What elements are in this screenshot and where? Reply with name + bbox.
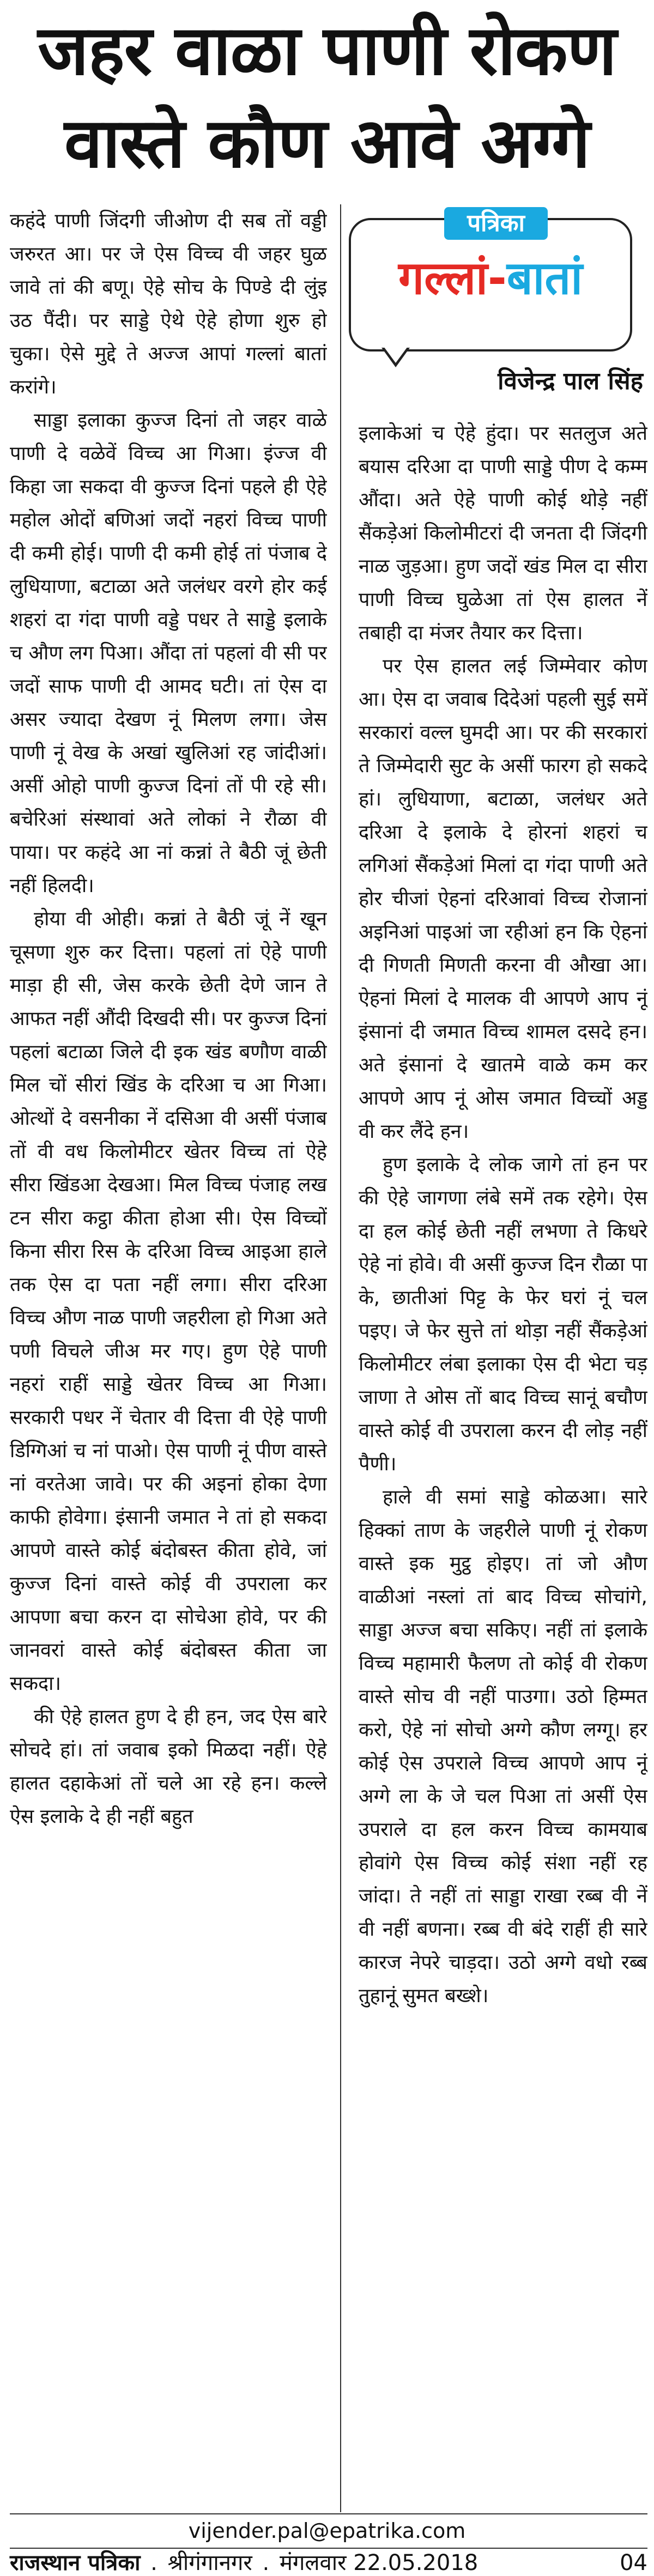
paragraph: इलाकेआं च ऐहे हुंदा। पर सतलुज अते बयास दरिआ दा पाणी साड्डे पीण दे कम्म औंदा। अते ऐहे पाणी कोई थोड़े नहीं सैंकड़ेआं किलोमीटरां दी जनता दी जिंदगी नाळ जुड़आ। हुण जदों खंड मिल दा सीरा पाणी विच्च घुळेआ तां ऐस हालत नें तबाही दा मंजर तैयार कर दित्ता। [359, 422, 647, 644]
paragraph: कहंदे पाणी जिंदगी जीओण दी सब तों वड्डी जरुरत आ। पर जे ऐस विच्च वी जहर घुळ जावे तां की बणू। ऐहे सोच के पिण्डे दी लुंइ उठ पैंदी। पर साड्डे ऐथे ऐहे होणा शुरु हो चुका। ऐसे मुद्दे ते अज्ज आपां गल्लां बातां करांगे। [10, 210, 327, 398]
paragraph: हुण इलाके दे लोक जागे तां हन पर की ऐहे जागणा लंबे समें तक रहेगे। ऐस दा हल कोई छेती नहीं लभणा ते किधरे ऐहे नां होवे। वी असीं कुज्ज दिन रौळा पा के, छातीआं पिट्ट के फेर घरां नूं चल पइए। जे फेर सुत्ते तां थोड़ा नहीं सैंकड़ेआं किलोमीटर लंबा इलाका ऐस दी भेटा चड़ जाणा ते ओस तों बाद विच्च सानूं बचौण वास्ते कोई वी उपराला करन दी लोड़ नहीं पैणी। [359, 1154, 647, 1475]
column-title [354, 251, 627, 305]
column-title-part2: बातां [506, 251, 583, 305]
column-title-separator: - [487, 251, 507, 305]
weekday: मंगलवार [279, 2550, 347, 2575]
author-email: vijender.pal@epatrika.com [188, 2519, 466, 2543]
column-logo [338, 207, 643, 411]
separator-dot: . [150, 2550, 158, 2575]
paragraph: की ऐहे हालत हुण दे ही हन, जद ऐस बारे सोचदे हां। तां जवाब इको मिळदा नहीं। ऐहे हालत दहाकेआं तों चले आ रहे हन। कल्ले ऐस इलाके दे ही नहीं बहुत [10, 1706, 327, 1828]
article-column-left [10, 204, 327, 2515]
author-byline: विजेन्द्र पाल सिंह [498, 367, 643, 395]
separator-dot: . [262, 2550, 270, 2575]
patrika-tag: पत्रिका [444, 207, 548, 240]
issue-date: 22.05.2018 [353, 2550, 479, 2575]
headline-line-1: जहर वाळा पाणी रोकण [38, 10, 616, 90]
paragraph: हाले वी समां साड्डे कोळआ। सारे हिक्कां ताण के जहरीले पाणी नूं रोकण वास्ते इक मुट्ठ होइए। तां जो औण वाळीआं नस्लां तां बाद विच्च सोचांगे, साड्डा अज्ज बचा सकिए। नहीं तां इलाके विच्च महामारी फैलण तो कोई वी रोकण वास्ते सोच वी नहीं पाउगा। उठो हिम्मत करो, ऐहे नां सोचो अग्गे कौण लग्गू। हर कोई ऐस उपराले विच्च आपणे आप नूं अग्गे ला के जे चल पिआ तां असीं ऐस उपराले दा हल करन विच्च कामयाब होवांगे ऐस विच्च कोई संशा नहीं रह जांदा। ते नहीं तां साड्डा राखा रब्ब वी नें वी नहीं बणना। रब्ब वी बंदे राहीं ही सारे कारज नेपरे चाड़दा। उठो अग्गे वधो रब्ब तुहानूं सुमत बख्शे। [359, 1486, 647, 2007]
headline [0, 0, 654, 199]
headline-line-2: वास्ते कौण आवे अग्गे [64, 103, 590, 183]
newspaper-name: राजस्थान पत्रिका [10, 2550, 141, 2575]
column-title-part1: गल्लां [398, 251, 488, 305]
page-footer [10, 2550, 647, 2575]
paragraph: साड्डा इलाका कुज्ज दिनां तो जहर वाळे पाणी दे वळेवें विच्च आ गिआ। इंज्ज वी किहा जा सकदा वी कुज्ज दिनां पहले ही ऐहे महोल ओदों बणिआं जदों नहरां विच्च पाणी दी कमी होई। पाणी दी कमी होई तां पंजाब दे लुधियाणा, बटाळा अते जलंधर वरगे होर कई शहरां दा गंदा पाणी वड्डे पधर ते साड्डे इलाके च औण लग पिआ। औंदा तां पहलां वी सी पर जदों साफ पाणी दी आमद घटी। तां ऐस दा असर ज्यादा देखण नूं मिलण लगा। जेस पाणी नूं वेख के अखां खुलिआं रह जांदीआं। असीं ओहो पाणी कुज्ज दिनां तों पी रहे सी। बचेरिआं संस्थावां अते लोकां ने रौळा वी पाया। पर कहंदे आ नां कन्नां ते बैठी जूं छेती नहीं हिलदी। [10, 409, 327, 897]
article-column-right [359, 417, 647, 2510]
footer-rule [10, 2513, 647, 2514]
paragraph: पर ऐस हालत लई जिम्मेवार कोण आ। ऐस दा जवाब दिदेआं पहली सुई समें सरकारां वल्ल घुमदी आ। पर की सरकारां ते जिम्मेदारी सुट के असीं फारग हो सकदे हां। लुधियाणा, बटाळा, जलंधर अते दरिआ दे इलाके दे होरनां शहरां च लगिआं सैंकड़ेआं मिलां दा गंदा पाणी अते होर चीजां ऐहनां दरिआवां विच्च रोजानां अइनिआं पाइआं जा रहीआं हन कि ऐहनां दी गिणती मिणती करना वी औखा आ। ऐहनां मिलां दे मालक वी आपणे आप नूं इंसानां दी जमात विच्च शामल दसदे हन। अते इंसानां दे खातमे वाळे कम कर आपणे आप नूं ओस जमात विच्चों अड्ड वी कर लैंदे हन। [359, 655, 647, 1143]
page-number: 04 [620, 2550, 647, 2575]
footer-rule [10, 2548, 647, 2549]
column-divider [340, 204, 341, 2512]
paragraph: होया वी ओही। कन्नां ते बैठी जूं नें खून चूसणा शुरु कर दित्ता। पहलां तां ऐहे पाणी माड़ा ही सी, जेस करके छेती देणे जान ते आफत नहीं औंदी दिखदी सी। पर कुज्ज दिनां पहलां बटाळा जिले दी इक खंड बणौण वाळी मिल चों सीरां खिंड के दरिआ च आ गिआ। ओत्थों दे वसनीका नें दसिआ वी असीं पंजाब तों वी वध किलोमीटर खेतर विच्च तां ऐहे सीरा खिंडआ देखआ। मिल विच्च पंजाह लख टन सीरा कट्ठा कीता होआ सी। ऐस विच्चों किना सीरा रिस के दरिआ विच्च आइआ हाले तक ऐस दा पता नहीं लगा। सीरा दरिआ विच्च औण नाळ पाणी जहरीला हो गिआ अते पणी विचले जीअ मर गए। हुण ऐहे पाणी नहरां राहीं साड्डे खेतर विच्च आ गिआ। सरकारी पधर नें चेतार वी दित्ता वी ऐहे पाणी डिग्गिआं च नां पाओ। ऐस पाणी नूं पीण वास्ते नां वरतेआ जावे। पर की अइनां होका देणा काफी होवेगा। इंसानी जमात ने तां हो सकदा आपणे वास्ते कोई बंदोबस्त कीता होवे, जां कुज्ज दिनां वास्ते कोई वी उपराला कर आपणा बचा करन दा सोचेआ होवे, पर की जानवरां वास्ते कोई बंदोबस्त कीता जा सकदा। [10, 908, 327, 1695]
edition-city: श्रीगंगानगर [167, 2550, 252, 2575]
